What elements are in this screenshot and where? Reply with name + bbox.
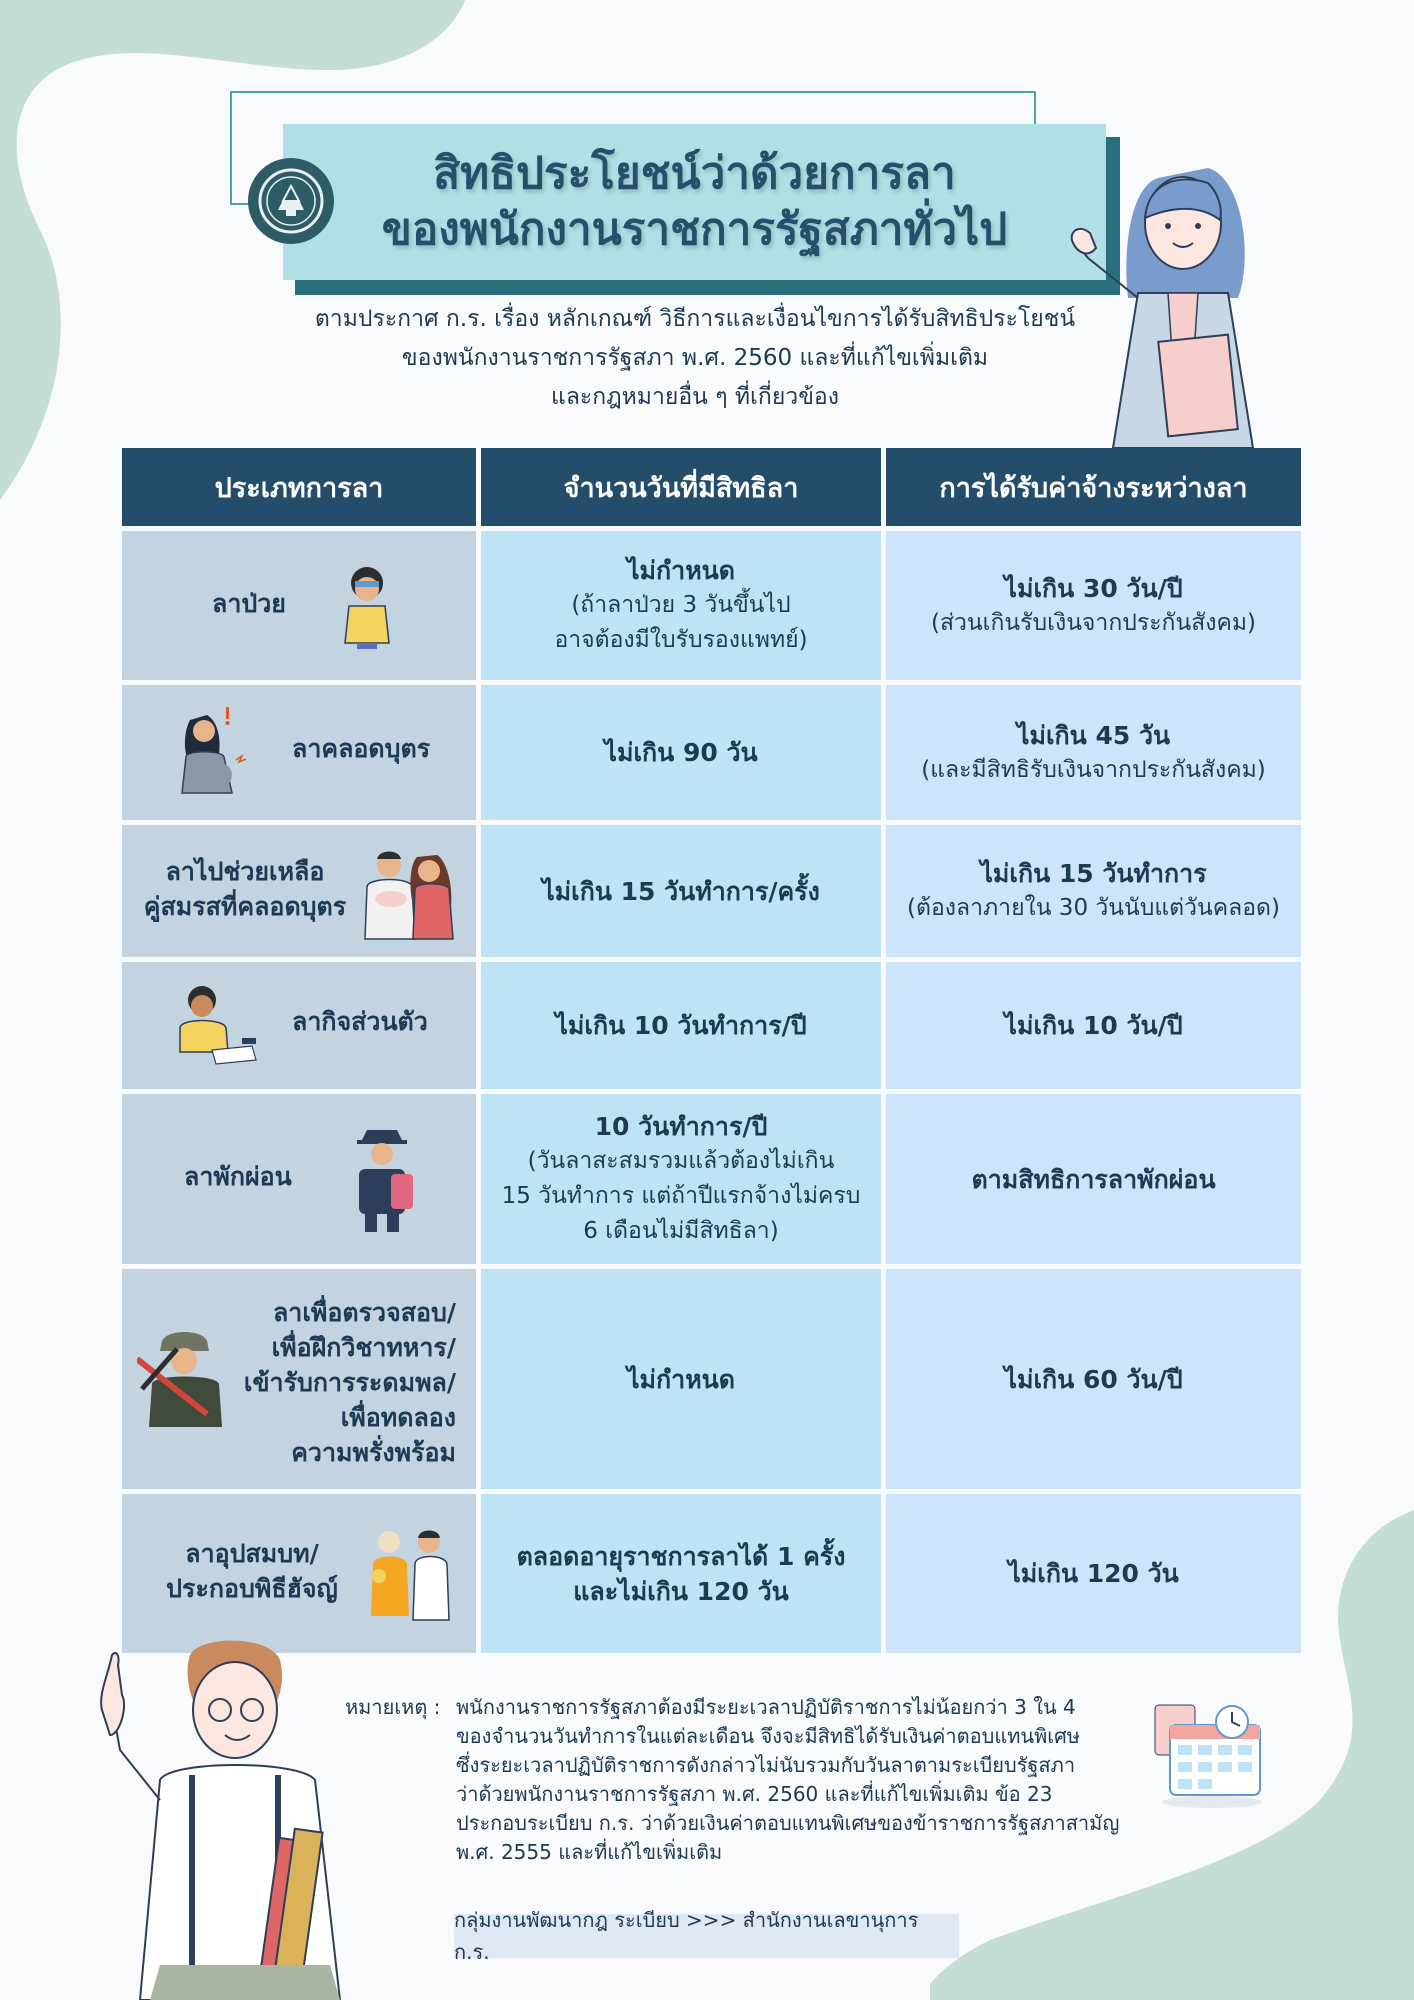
pay-main: ไม่เกิน 45 วัน <box>1016 720 1171 750</box>
leave-type-label <box>232 1295 456 1470</box>
pay-note: (ต้องลาภายใน 30 วันนับแต่วันคลอด) <box>907 895 1280 921</box>
sick-person-icon <box>337 561 397 651</box>
leave-benefits-table <box>117 443 1306 1658</box>
pay-cell <box>886 1494 1301 1653</box>
calendar-clock-icon <box>1150 1700 1270 1810</box>
woman-presenter-illustration <box>1068 148 1308 448</box>
note-line: พ.ศ. 2555 และที่แก้ไขเพิ่มเติม <box>456 1840 723 1864</box>
days-cell <box>481 531 881 680</box>
note-line: ประกอบระเบียบ ก.ร. ว่าด้วยเงินค่าตอบแทนพิเศษของข้าราชการรัฐสภาสามัญ <box>456 1811 1120 1835</box>
leave-type-label-line: ลาไปช่วยเหลือ <box>165 857 325 886</box>
footer-credit: กลุ่มงานพัฒนากฎ ระเบียบ >>> สำนักงานเลขานุการ ก.ร. <box>454 1914 959 1958</box>
pay-main: ไม่เกิน 30 วัน/ปี <box>1004 573 1183 603</box>
leave-type-cell <box>122 1269 476 1489</box>
days-main: ไม่เกิน 90 วัน <box>604 738 758 767</box>
title-banner <box>283 124 1106 280</box>
days-main: ไม่เกิน 10 วันทำการ/ปี <box>555 1011 807 1040</box>
couple-with-baby-icon <box>357 847 457 942</box>
days-note-line: (วันลาสะสมรวมแล้วต้องไม่เกิน <box>527 1148 835 1174</box>
leave-type-cell <box>122 1094 476 1264</box>
days-main: ไม่กำหนด <box>626 1364 736 1394</box>
header-leave-type: ประเภทการลา <box>122 448 476 526</box>
table-row <box>122 825 1301 957</box>
pay-cell <box>886 1269 1301 1489</box>
pay-cell <box>886 825 1301 957</box>
leave-type-cell <box>122 531 476 680</box>
days-cell <box>481 1094 881 1264</box>
days-note-line: (ถ้าลาป่วย 3 วันขึ้นไป <box>571 592 791 618</box>
page-title-line2: ของพนักงานราชการรัฐสภาทั่วไป <box>381 204 1008 255</box>
leave-type-label-line: ลาอุปสมบท/ <box>185 1539 319 1568</box>
days-note-line: อาจต้องมีใบรับรองแพทย์) <box>554 627 808 653</box>
table-row <box>122 1494 1301 1653</box>
note-line: พนักงานราชการรัฐสภาต้องมีระยะเวลาปฏิบัติราชการไม่น้อยกว่า 3 ใน 4 <box>456 1695 1076 1719</box>
days-main: ไม่เกิน 15 วันทำการ/ครั้ง <box>542 876 820 906</box>
monk-and-pilgrim-icon <box>367 1524 457 1624</box>
leave-type-label-line: เพื่อฝึกวิชาทหาร/ <box>271 1333 456 1362</box>
pregnant-woman-icon <box>172 705 262 800</box>
leave-type-label: ลาป่วย <box>212 589 286 618</box>
pay-main: ไม่เกิน 15 วันทำการ <box>980 859 1207 888</box>
leave-type-label-line: ลาเพื่อตรวจสอบ/ <box>272 1298 456 1327</box>
days-note-line: 15 วันทำการ แต่ถ้าปีแรกจ้างไม่ครบ <box>501 1183 861 1209</box>
note-line: ของจำนวนวันทำการในแต่ละเดือน จึงจะมีสิทธิได้รับเงินค่าตอบแทนพิเศษ <box>456 1724 1080 1748</box>
pay-note: (และมีสิทธิรับเงินจากประกันสังคม) <box>921 756 1266 783</box>
pay-cell <box>886 1094 1301 1264</box>
days-cell <box>481 1494 881 1653</box>
leave-type-label <box>140 854 350 924</box>
table-row <box>122 962 1301 1089</box>
header-pay-during-leave: การได้รับค่าจ้างระหว่างลา <box>886 448 1301 526</box>
soldier-icon <box>137 1329 232 1429</box>
pay-main: ไม่เกิน 120 วัน <box>1008 1559 1179 1588</box>
subtitle-line: ของพนักงานราชการรัฐสภา พ.ศ. 2560 และที่แก้ไขเพิ่มเติม <box>401 345 989 371</box>
leave-type-cell <box>122 962 476 1089</box>
pay-main: ไม่เกิน 60 วัน/ปี <box>1004 1364 1183 1394</box>
leave-type-label: ลาคลอดบุตร <box>292 734 431 763</box>
days-main: และไม่เกิน 120 วัน <box>573 1576 789 1606</box>
days-cell <box>481 962 881 1089</box>
leave-type-cell <box>122 1494 476 1653</box>
days-cell <box>481 825 881 957</box>
person-writing-icon <box>172 980 267 1065</box>
table-row <box>122 1269 1301 1489</box>
page-title-line1: สิทธิประโยชน์ว่าด้วยการลา <box>433 148 956 199</box>
note-line: ว่าด้วยพนักงานราชการรัฐสภา พ.ศ. 2560 และที่แก้ไขเพิ่มเติม ข้อ 23 <box>456 1782 1053 1806</box>
traveler-icon <box>347 1124 417 1234</box>
leave-type-label: ลาพักผ่อน <box>184 1162 292 1191</box>
pay-note: (ส่วนเกินรับเงินจากประกันสังคม) <box>931 609 1256 636</box>
leave-type-cell <box>122 825 476 957</box>
days-main: ตลอดอายุราชการลาได้ 1 ครั้ง <box>516 1541 846 1571</box>
leave-type-cell <box>122 685 476 820</box>
note-label: หมายเหตุ : <box>345 1695 441 1719</box>
leave-type-label-line: คู่สมรสที่คลอดบุตร <box>143 892 347 921</box>
table-row <box>122 685 1301 820</box>
days-cell <box>481 1269 881 1489</box>
leave-type-label: ลากิจส่วนตัว <box>292 1007 428 1036</box>
leave-type-label <box>142 1536 362 1606</box>
pay-main: ตามสิทธิการลาพักผ่อน <box>971 1164 1216 1194</box>
leave-type-label-line: เพื่อทดลอง <box>340 1403 456 1432</box>
days-main: ไม่กำหนด <box>626 556 736 585</box>
pay-cell <box>886 962 1301 1089</box>
parliament-seal-logo <box>248 158 334 244</box>
header-days-entitled: จำนวนวันที่มีสิทธิลา <box>481 448 881 526</box>
pay-cell <box>886 531 1301 680</box>
leave-type-label-line: เข้ารับการระดมพล/ <box>243 1368 456 1397</box>
subtitle <box>300 300 1090 417</box>
subtitle-line: ตามประกาศ ก.ร. เรื่อง หลักเกณฑ์ วิธีการและเงื่อนไขการได้รับสิทธิประโยชน์ <box>314 306 1076 332</box>
pay-cell <box>886 685 1301 820</box>
table-row <box>122 1094 1301 1264</box>
leave-type-label-line: ประกอบพิธีฮัจญ์ <box>166 1574 338 1603</box>
subtitle-line: และกฎหมายอื่น ๆ ที่เกี่ยวข้อง <box>551 384 839 410</box>
note-line: ซึ่งระยะเวลาปฏิบัติราชการดังกล่าวไม่นับรวมกับวันลาตามระเบียบรัฐสภา <box>456 1753 1076 1777</box>
table-header-row <box>122 448 1301 526</box>
pay-main: ไม่เกิน 10 วัน/ปี <box>1004 1011 1183 1040</box>
days-note-line: 6 เดือนไม่มีสิทธิลา) <box>583 1218 779 1244</box>
table-row <box>122 531 1301 680</box>
days-cell <box>481 685 881 820</box>
leave-type-label-line: ความพรั่งพร้อม <box>291 1438 456 1467</box>
note-text <box>456 1693 1168 1867</box>
days-main: 10 วันทำการ/ปี <box>594 1112 768 1141</box>
man-pointing-illustration <box>80 1635 370 2000</box>
